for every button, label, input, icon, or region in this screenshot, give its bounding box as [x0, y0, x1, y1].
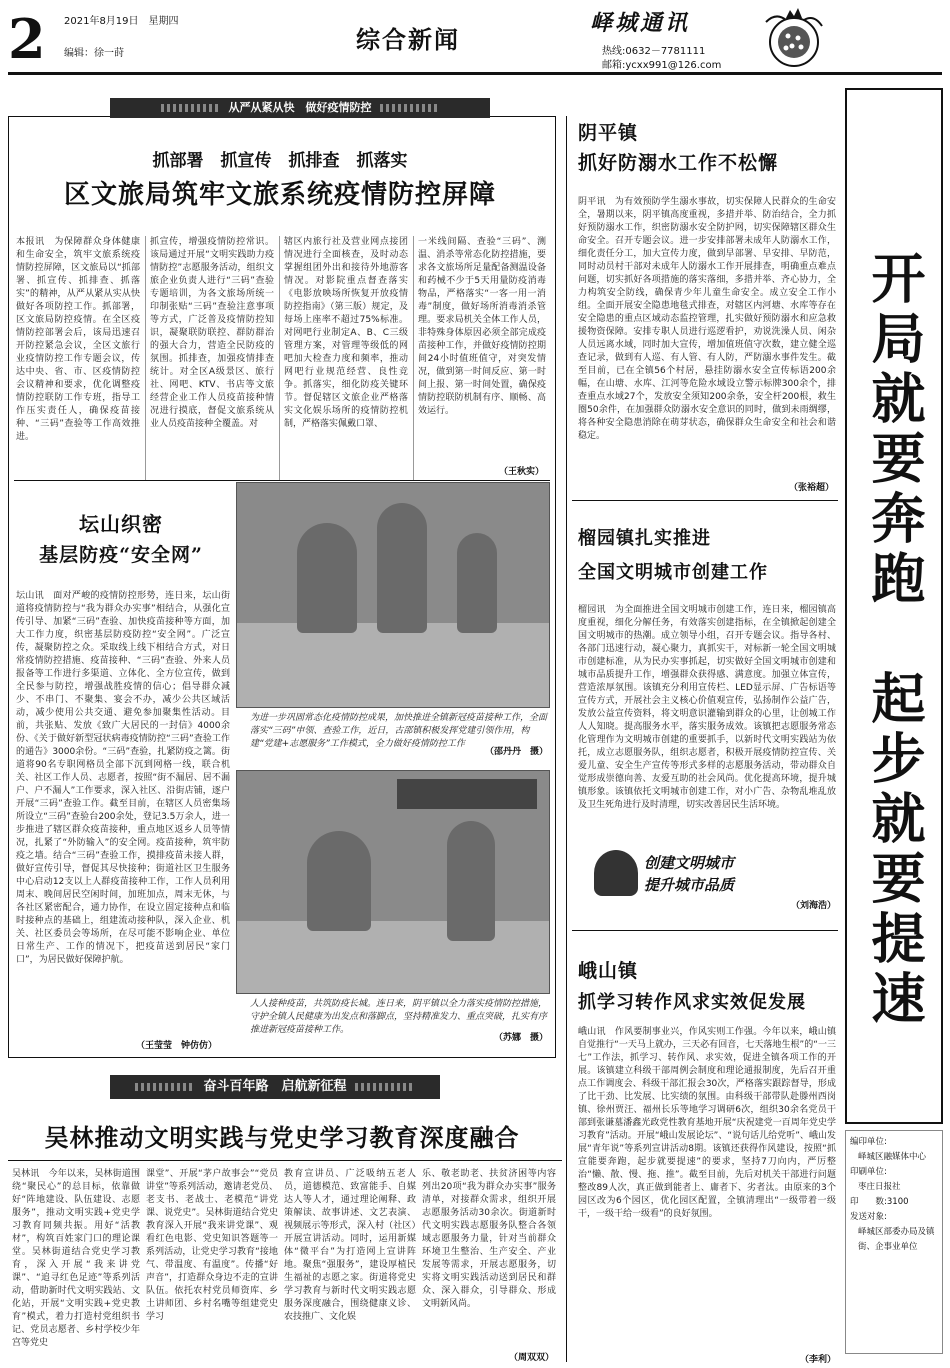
photo-caption-1: 为进一步巩固常态化疫情防控成果，加快推进全镇新冠疫苗接种工作，全面落实“三码”申领、查验工作，近日，古邵镇积极发挥党建引领作用，构建“党建+志愿服务”工作模式，全力做好疫情防控工作	[250, 713, 548, 749]
covid-banner-text: 从严从紧从快 做好疫情防控	[228, 101, 372, 114]
photo-person	[307, 831, 371, 931]
banner-decor-right	[380, 104, 440, 112]
print-run: 3100	[886, 1197, 909, 1207]
distribution-label: 发送对象:	[850, 1212, 887, 1222]
eshan-headline-1: 峨山镇	[578, 960, 639, 982]
masthead-rule	[8, 72, 942, 75]
civilized-city-badge	[590, 844, 766, 902]
tanshan-headline-2: 基层防疫“安全网”	[39, 544, 203, 566]
section-title: 综合新闻	[356, 26, 460, 54]
section-divider	[14, 480, 550, 481]
printer: 枣庄日报社	[858, 1182, 901, 1192]
main-article-col-3: 辖区内旅行社及营业网点接团情况进行全面核查，及时动态掌握组团外出和接待外地游客情况。对影院重点督查落实《电影放映场所恢复开放疫情防控指南》（第三版）规定，及每场上座率不超过75%标准。对网吧行业制定A、B、C三级管理方案，对管理等级低的网吧加大检查力度和频率，推动网吧行业规范经营、良性竞争。抓落实，细化防疫关键环节。督促辖区文旅企业严格落实文化娱乐场所的疫情防控机制，严格落实佩戴口罩、	[284, 237, 408, 429]
wulin-article-col-1: 吴林讯 今年以来，吴林街道围绕“聚民心”的总目标，依靠做好“阵地建设、队伍建设、志愿服务”，推动文明实践+党史学习教育同频共振。用好“活教材”，构筑百姓家门口的理论课堂。吴林街道结合党史学习教育，深入开展“我来讲党课”、“追寻红色足迹”等系列活动，借助新时代文明实践站、文化站，开展“文明实践+党史教育”模式，着力打造村党组织书记、党员志愿者、乡村学校少年宫等党史	[12, 1169, 140, 1348]
tanshan-article-body: 坛山讯 面对严峻的疫情防控形势，连日来，坛山街道将疫情防控与“我为群众办实事”相结合，从强化宣传引导、加紧“三码”查验、加快疫苗接种等方面，加大工作力度，织密基层防疫防控“安全网”。广泛宣传，凝聚防控之众。采取线上线下相结合方式，对日常疫情防控措施、疫苗接种、“三码”查验、外来人员报备等工作进行多渠道、立体化、全方位宣传，做到全民参与防控，增强战胜疫情的信心；倡导群众减少、不串门、不聚集、宴会不办，减少公共区域活动，减少使用公共交通、避免参加聚集性活动。目前，共张贴、发放《致广大居民的一封信》4000余份、《关于做好新型冠状病毒疫情防控“三码”查验工作的通告》3000余份。“三码”查验，扎紧防疫之篱。街道将90名专职网格员全部下沉到网格一线，联合机关、社区工作人员、志愿者，按照“街不漏居、居不漏户、户不漏人”工作要求，深入社区、沿街店铺，逐户开展“三码”查验工作。截至目前，在辖区人员密集场所设立“三码”查验台200余处，登记3.5万余人，进一步推进了辖区群众疫苗接种，重点地区返乡人员等情况，扎紧了“外防输入”的安全网。疫苗接种，筑牢防疫之墙。结合“三码”查验工作，摸排疫苗未接人群，做好宣传引导，督促其尽快接种；街道社区卫生服务中心启动12支以上人群疫苗接种工作，工作人员利用周末、晚间居民空闲时间，加班加点，周末无休，与各社区紧密配合，通力协作，在设立固定接种点和临时接种点的基础上，组建流动接种队，深入企业、机关、社区委员会等场所，在尽可能不影响企业、单位日常生产、工作的情况下，把疫苗送到居民“家门口”，为居民做好保障护航。	[16, 591, 230, 965]
photo-vaccination-queue	[236, 482, 550, 708]
section-divider	[572, 500, 838, 501]
photo-banner	[397, 779, 537, 809]
main-article-byline: （王秋实）	[498, 467, 544, 477]
badge-line-2: 提升城市品质	[644, 876, 735, 894]
liuyuan-headline-1: 榴园镇扎实推进	[578, 528, 711, 549]
editor-unit: 峄城区融媒体中心	[858, 1152, 927, 1162]
wulin-headline: 吴林推动文明实践与党史学习教育深度融合	[44, 1124, 520, 1152]
distribution: 峄城区部委办局及镇街、企事业单位	[858, 1227, 935, 1252]
main-article-col-2: 抓宣传，增强疫情防控常识。该局通过开展“文明实践助力疫情防控”志愿服务活动，组织文旅企业负责人进行“三码”查验专题培训，为各文旅场所统一印制张贴“三码”查验注意事项等方式，广泛普及疫情防控知识，凝聚联防联控、群防群治的强大合力，营造全民防疫的氛围。抓排查，加强疫情排查统计。对全区A级景区、旅行社、网吧、KTV、书店等文旅经营企业工作人员疫苗接种情况进行摸底，督促文旅系统从业人员疫苗接种全覆盖。对	[150, 237, 274, 429]
page-column-rule	[566, 116, 567, 1362]
column-divider	[145, 236, 146, 480]
badge-line-1: 创建文明城市	[644, 854, 735, 872]
yinping-byline: （张裕超）	[788, 483, 834, 493]
main-article-col-1: 本报讯 为保障群众身体健康和生命安全，筑牢文旅系统疫情防控屏障，区文旅局以“抓部署、抓宣传、抓排查、抓落实”的精神，从严从紧从实从快做好各项防控工作。抓部署，区文旅局防控疫情。在全区疫情防控部署会后，该局迅速召开防控紧急会议，全区文旅行业疫情防控工作专题会议，传达中央、省、市、区疫情防控会议精神和要求，优化调整疫情防控联防工作专班，指导工作压实责任人，确保疫苗接种、“三码”查验等工作高效推进。	[16, 237, 140, 442]
photo-person	[297, 523, 357, 633]
liuyuan-headline-2: 全国文明城市创建工作	[578, 562, 768, 583]
email-text: 邮箱:ycxx991@126.com	[602, 60, 722, 71]
eshan-article-body: 峨山讯 作风要制事业兴，作风实则工作强。今年以来，峨山镇自觉推行“一天马上就办，三天必有回音，七天落地生根”的“一三七”工作法，抓学习、转作风、求实效，促进全镇各项工作的开展。该镇建立科级干部周例会制度和理论通报制度，先后召开重点工作调度会、科级干部汇报会30次，严格落实跟踪督导，形成了比干劲、比发展、比实绩的氛围。由科级干部带队赴滕州西岗镇、徐州贾汪、福州长乐等地学习调研6次，组织30余名党员干部到张谦墓潘鑫光政党性教育基地开展“庆祝建党一百周年党史学习教育”活动。开展“峨山发展论坛”、“说句话儿给党听”、峨山发展“青年说”等系列宣讲活动8期。该镇还获得作风建设，按照“抓宣能要奔跑，起步就要提速”的要求，坚持7刀向内，严厉整治“懒、散、慢、拖、推”。截至目前，先后对机关干部进行问题整改89人次，真正做到能者上、庸者下、劣者汰。由原来的3个园区改为6个园区，优化园区配置，全镇清理出“一级带着一级干，一级干给一级看”的良好氛围。	[578, 1027, 836, 1219]
photo-person	[457, 533, 497, 633]
column-divider	[279, 236, 280, 480]
photo-desk-area	[237, 921, 550, 994]
wulin-article-col-2: 课堂”、开展“茅户故事会”“党员讲堂”等系列活动，邀请老党员、老支书、老战士、老模范“讲党课、说党史”。吴林街道结合党史教育深入开展“我来讲党课”、观看红色电影、党史知识答题等一系列活动，让党史学习教育“接地气、带温度、有温度”。传播“好声音”，打造群众身边不走的宣讲队伍。依托农村党员师资库、乡土讲师团、乡村名嘴等组建党史学习	[146, 1169, 278, 1322]
tanshan-headline-1: 坛山织密	[79, 512, 163, 536]
photo-table-area	[237, 623, 550, 708]
yinping-article-body: 阴平讯 为有效预防学生溺水事故，切实保障人民群众的生命安全，暑期以来，阴平镇高度重视，多措并举、防治结合，全力抓好预防溺水工作，织密防溺水安全防护网，切实保障辖区群众生命安全。召开专题会议。进一步安排部署未成年人防溺水工作，细化责任分工，加大宣传力度，做到早部署、早安排、早防范，同时动员村干部对未成年人防溺水工作开展排查，明确重点难点问题，切实抓好各项措施的落实落细，多措并举、齐心协力，全力构筑安全防线，确保青少年儿童生命安全。成立安全工作小组。全面开展安全隐患地毯式排查，对辖区内河塘、水库等存在安全隐患的重点区域动态监控管理，扎实做好预防溺水和应急救援物资保障。安排专职人员进行巡逻看护，劝说洗澡人员、闲杂人员远离水域，同时加大宣传，增加值班值守次数，建立健全巡查记录，做到有人巡、有人管、有人防，严防溺水事件发生。截至目前，已在全镇56个村居，悬挂防溺水安全宣传标语200余幅，在山塘、水库、江河等危险水域设立警示标牌300余个，排查重点水域27个，发放安全须知200余条，安全杆200根，救生圈50余件，在加强群众防溺水安全意识的同时，做到未雨绸缪，将各种安全隐患消除在萌芽状态，确保群众生命安全和社会和谐稳定。	[578, 197, 836, 441]
issue-date: 2021年8月19日 星期四	[64, 16, 179, 27]
photo-person	[377, 503, 427, 633]
hotline-text: 热线:0632－7781111	[602, 46, 706, 57]
main-article-kicker: 抓部署 抓宣传 抓排查 抓落实	[152, 151, 408, 171]
yinping-headline-2: 抓好防溺水工作不松懈	[578, 152, 779, 174]
liuyuan-byline: （刘海浩）	[790, 901, 836, 911]
wulin-article-col-3: 教育宣讲员、广泛吸纳五老人员，道德模范、致富能手、自媒达人等人才，通过理论阐释、政策解读、故事讲述、文艺表演、视频展示等形式，深入村（社区）开展宣讲活动。同时，运用新媒体“微平台”为打造网上宣讲阵地。聚焦“强服务”，建设厚植民生福祉的志愿之家。街道将党史学习教育与新时代文明实践志愿服务深度融合，围绕健康义诊、农技推广、文化娱	[284, 1169, 416, 1322]
tanshan-byline: （王莹莹 钟仿仿）	[136, 1041, 218, 1051]
editor-credit: 编辑：徐一莳	[64, 48, 124, 59]
pomegranate-icon	[756, 2, 830, 72]
photo-caption-2: 人人接种疫苗，共筑防疫长城。连日来，阴平镇以全力落实疫情防控措施，守护全镇人民健康为出发点和落脚点，坚持精准发力、重点突破，扎实有序推进新冠疫苗接种工作。	[250, 999, 548, 1035]
page-number: 2	[8, 8, 46, 70]
editor-unit-label: 编印单位:	[850, 1137, 887, 1147]
sidebar-slogan: 开局就要奔跑 起步就要提速	[863, 250, 927, 1030]
print-run-label: 印 数:	[850, 1197, 887, 1207]
section-divider	[572, 930, 838, 931]
section-divider	[8, 1160, 562, 1161]
column-divider	[413, 236, 414, 480]
building-icon	[594, 850, 638, 896]
printer-label: 印刷单位:	[850, 1167, 887, 1177]
main-article-col-4: 一米线间隔、查验“三码”、测温、消杀等常态化防控措施，要求各文旅场所足量配备测温设备和药械不少于5天用量防疫消毒物品，严格落实“一客一用一消毒”制度，做好场所消毒消杀管理。要求局机关全体工作人员，非特殊身体原因必须全部完成疫苗接种工作，并做好疫情防控期间24小时值班值守，对突发情况，做到第一时间反应、第一时间上报、第一时间处置，确保疫情防控联防机制有序、顺畅、高效运行。	[418, 237, 546, 416]
covid-banner	[110, 98, 490, 118]
banner-decor-left	[135, 1083, 195, 1091]
wulin-article-col-4: 乐、敬老助老、扶贫济困等内容列出20项“我为群众办实事”服务清单，对接群众需求，组织开展志愿服务活动30余次。街道新时代文明实践志愿服务队整合各领域志愿服务力量，针对当前群众环境卫生整治、生产安全、产业发展等需求，开展志愿服务，切实将文明实践活动送到居民和群众、深入群众，引导群众、形成文明新风尚。	[422, 1169, 556, 1309]
century-banner-text: 奋斗百年路 启航新征程	[203, 1079, 347, 1094]
photo-caption-1-credit: （邵丹丹 摄）	[484, 747, 548, 757]
photo-person	[447, 821, 495, 941]
liuyuan-article-body: 榴园讯 为全面推进全国文明城市创建工作，连日来，榴园镇高度重视，细化分解任务，有效落实创建指标，在全镇掀起创建全国文明城市的热潮。成立领导小组，召开专题会议。指导各村、各部门迅速行动，凝心聚力，真抓实干，对标新一轮全国文明城市创建标准，从为民办实事抓起，切实做好全国文明城市创建和城市品质提升工作，增强群众获得感、满意度。加强立体宣传，营造浓厚氛围。该镇充分利用宣传栏、LED显示屏、广告标语等宣传方式，开展社会主义核心价值观宣传，弘扬制作公益广告，发放公益宣传资料，将文明意识灌输到群众的心里，让创城工作人人知晓。提高服务水平，落实服务成效。该镇把志愿服务常态化管理作为文明城市创建的重要抓手，以新时代文明实践站为依托，成立志愿服务队，组织志愿者，积极开展疫情防控宣传、关爱儿童、安全生产宣传等形式多样的志愿服务活动，带动群众自觉形成崇德向善、友爱互助的社会风尚。优化提高环境，提升城镇形象。该镇依托文明城市创建工作，对小广告、杂物乱堆乱放及卫生死角进行及时清理，切实改善居民生活环境。	[578, 605, 836, 810]
photo-vaccine-registration	[236, 770, 550, 994]
photo-caption-2-credit: （苏娜 摄）	[493, 1033, 548, 1043]
colophon	[845, 1130, 943, 1354]
eshan-headline-2: 抓学习转作风求实效促发展	[578, 992, 806, 1013]
banner-decor-right	[355, 1083, 415, 1091]
main-article-headline: 区文旅局筑牢文旅系统疫情防控屏障	[63, 180, 496, 210]
eshan-byline: （李利）	[799, 1355, 836, 1365]
yinping-headline-1: 阴平镇	[578, 122, 639, 144]
banner-decor-left	[161, 104, 221, 112]
century-banner	[110, 1075, 440, 1099]
newspaper-brand: 峄城通讯	[590, 10, 691, 36]
wulin-byline: （周双双）	[508, 1353, 554, 1363]
